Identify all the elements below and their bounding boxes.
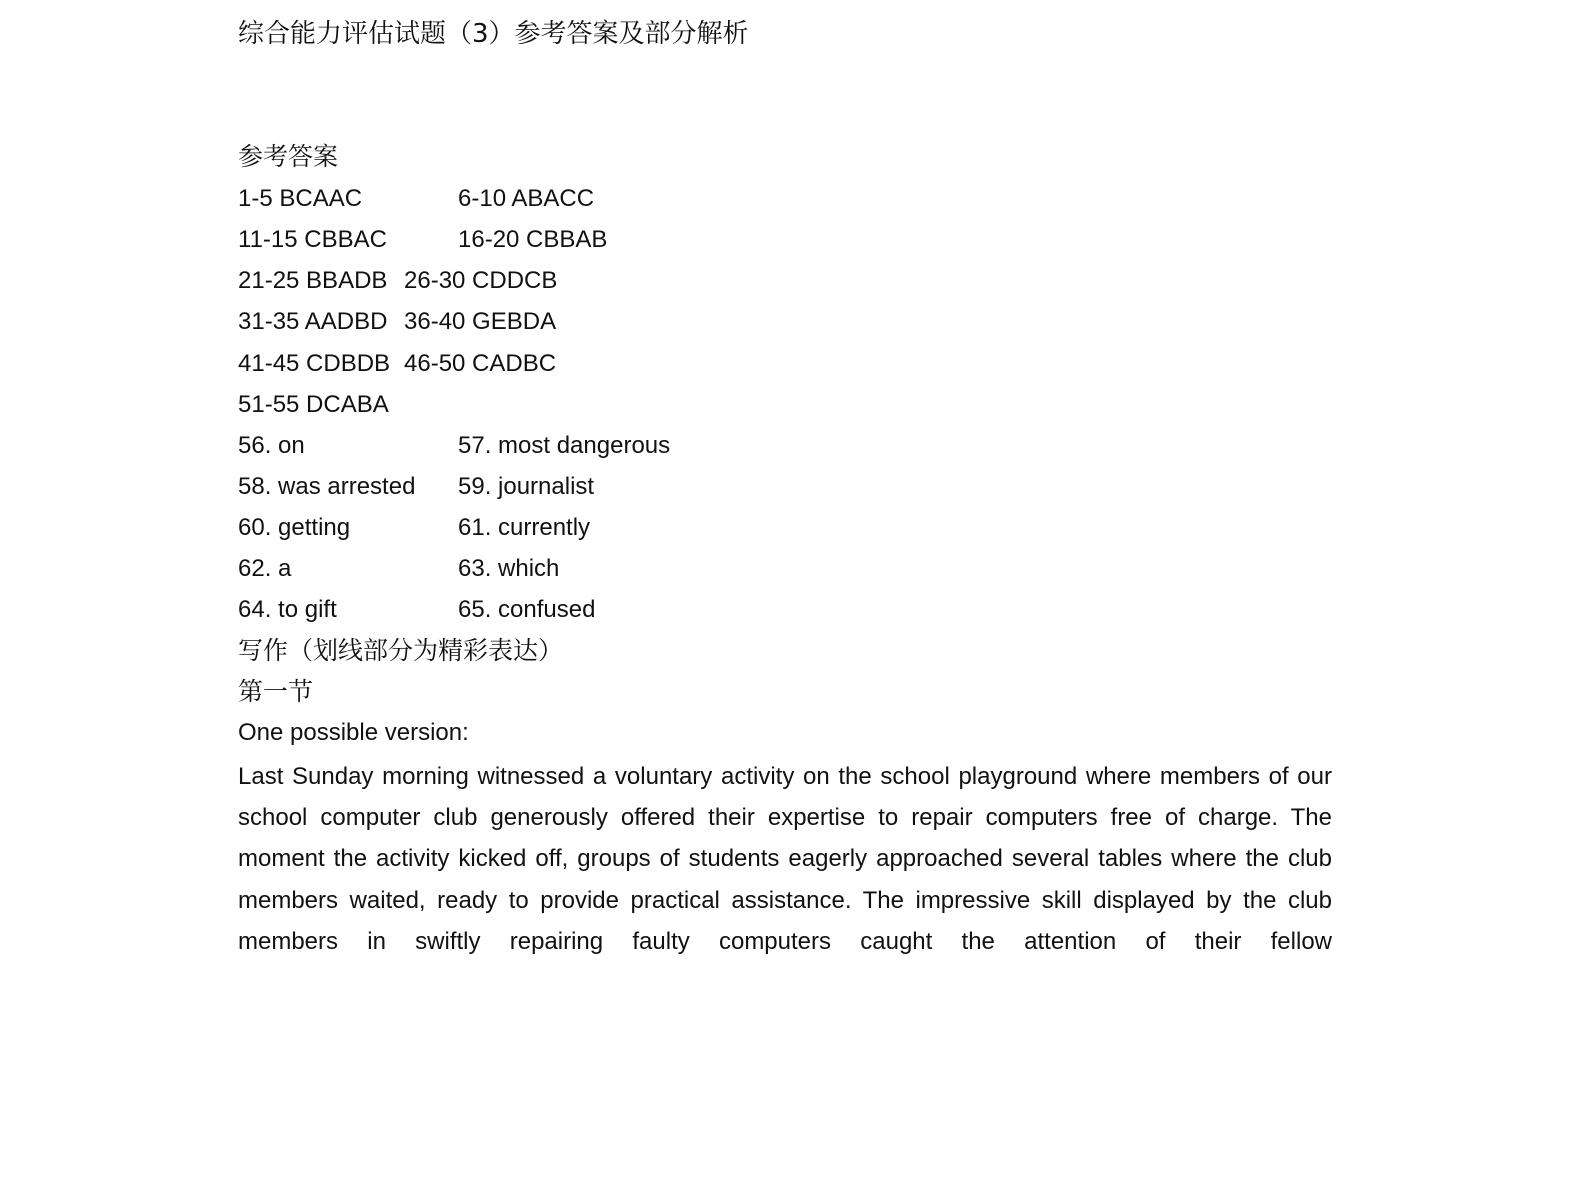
essay-paragraph: Last Sunday morning witnessed a voluntary activity on the school playground where members of our school computer club generously offered their expertise to repair computers free of charge. The moment the activity kicked off, groups of students eagerly approached several tables where the club members waited, ready to provide practical assistance. The impressive skill displayed by the club members in swiftly repairing faulty computers caught the attention of their fellow [238, 763, 1332, 955]
answer-item: 21-25 BBADB [238, 267, 388, 294]
answer-item: 26-30 CDDCB [404, 267, 558, 294]
answer-item: 65. confused [458, 596, 596, 623]
answer-item: 51-55 DCABA [238, 391, 389, 418]
answer-item: 60. getting [238, 514, 351, 541]
answers-heading: 参考答案 [238, 142, 339, 171]
answer-item: 36-40 GEBDA [404, 308, 557, 335]
writing-heading: 写作（划线部分为精彩表达） [238, 636, 564, 665]
version-label: One possible version: [238, 719, 469, 746]
document-title: 综合能力评估试题（3）参考答案及部分解析 [238, 19, 749, 49]
answer-item: 31-35 AADBD [238, 308, 388, 335]
answer-item: 16-20 CBBAB [458, 226, 608, 253]
answer-item: 41-45 CDBDB [238, 350, 391, 377]
answer-item: 56. on [238, 432, 305, 459]
answer-item: 11-15 CBBAC [238, 226, 387, 253]
answer-item: 59. journalist [458, 473, 595, 500]
answer-item: 62. a [238, 555, 292, 582]
answer-item: 46-50 CADBC [404, 350, 557, 377]
answer-item: 1-5 BCAAC [238, 185, 363, 212]
answer-item: 63. which [458, 555, 560, 582]
answer-item: 6-10 ABACC [458, 185, 595, 212]
answer-item: 58. was arrested [238, 473, 416, 500]
section-one-heading: 第一节 [238, 677, 314, 706]
answer-item: 57. most dangerous [458, 432, 671, 459]
answer-item: 64. to gift [238, 596, 337, 623]
answer-item: 61. currently [458, 514, 591, 541]
